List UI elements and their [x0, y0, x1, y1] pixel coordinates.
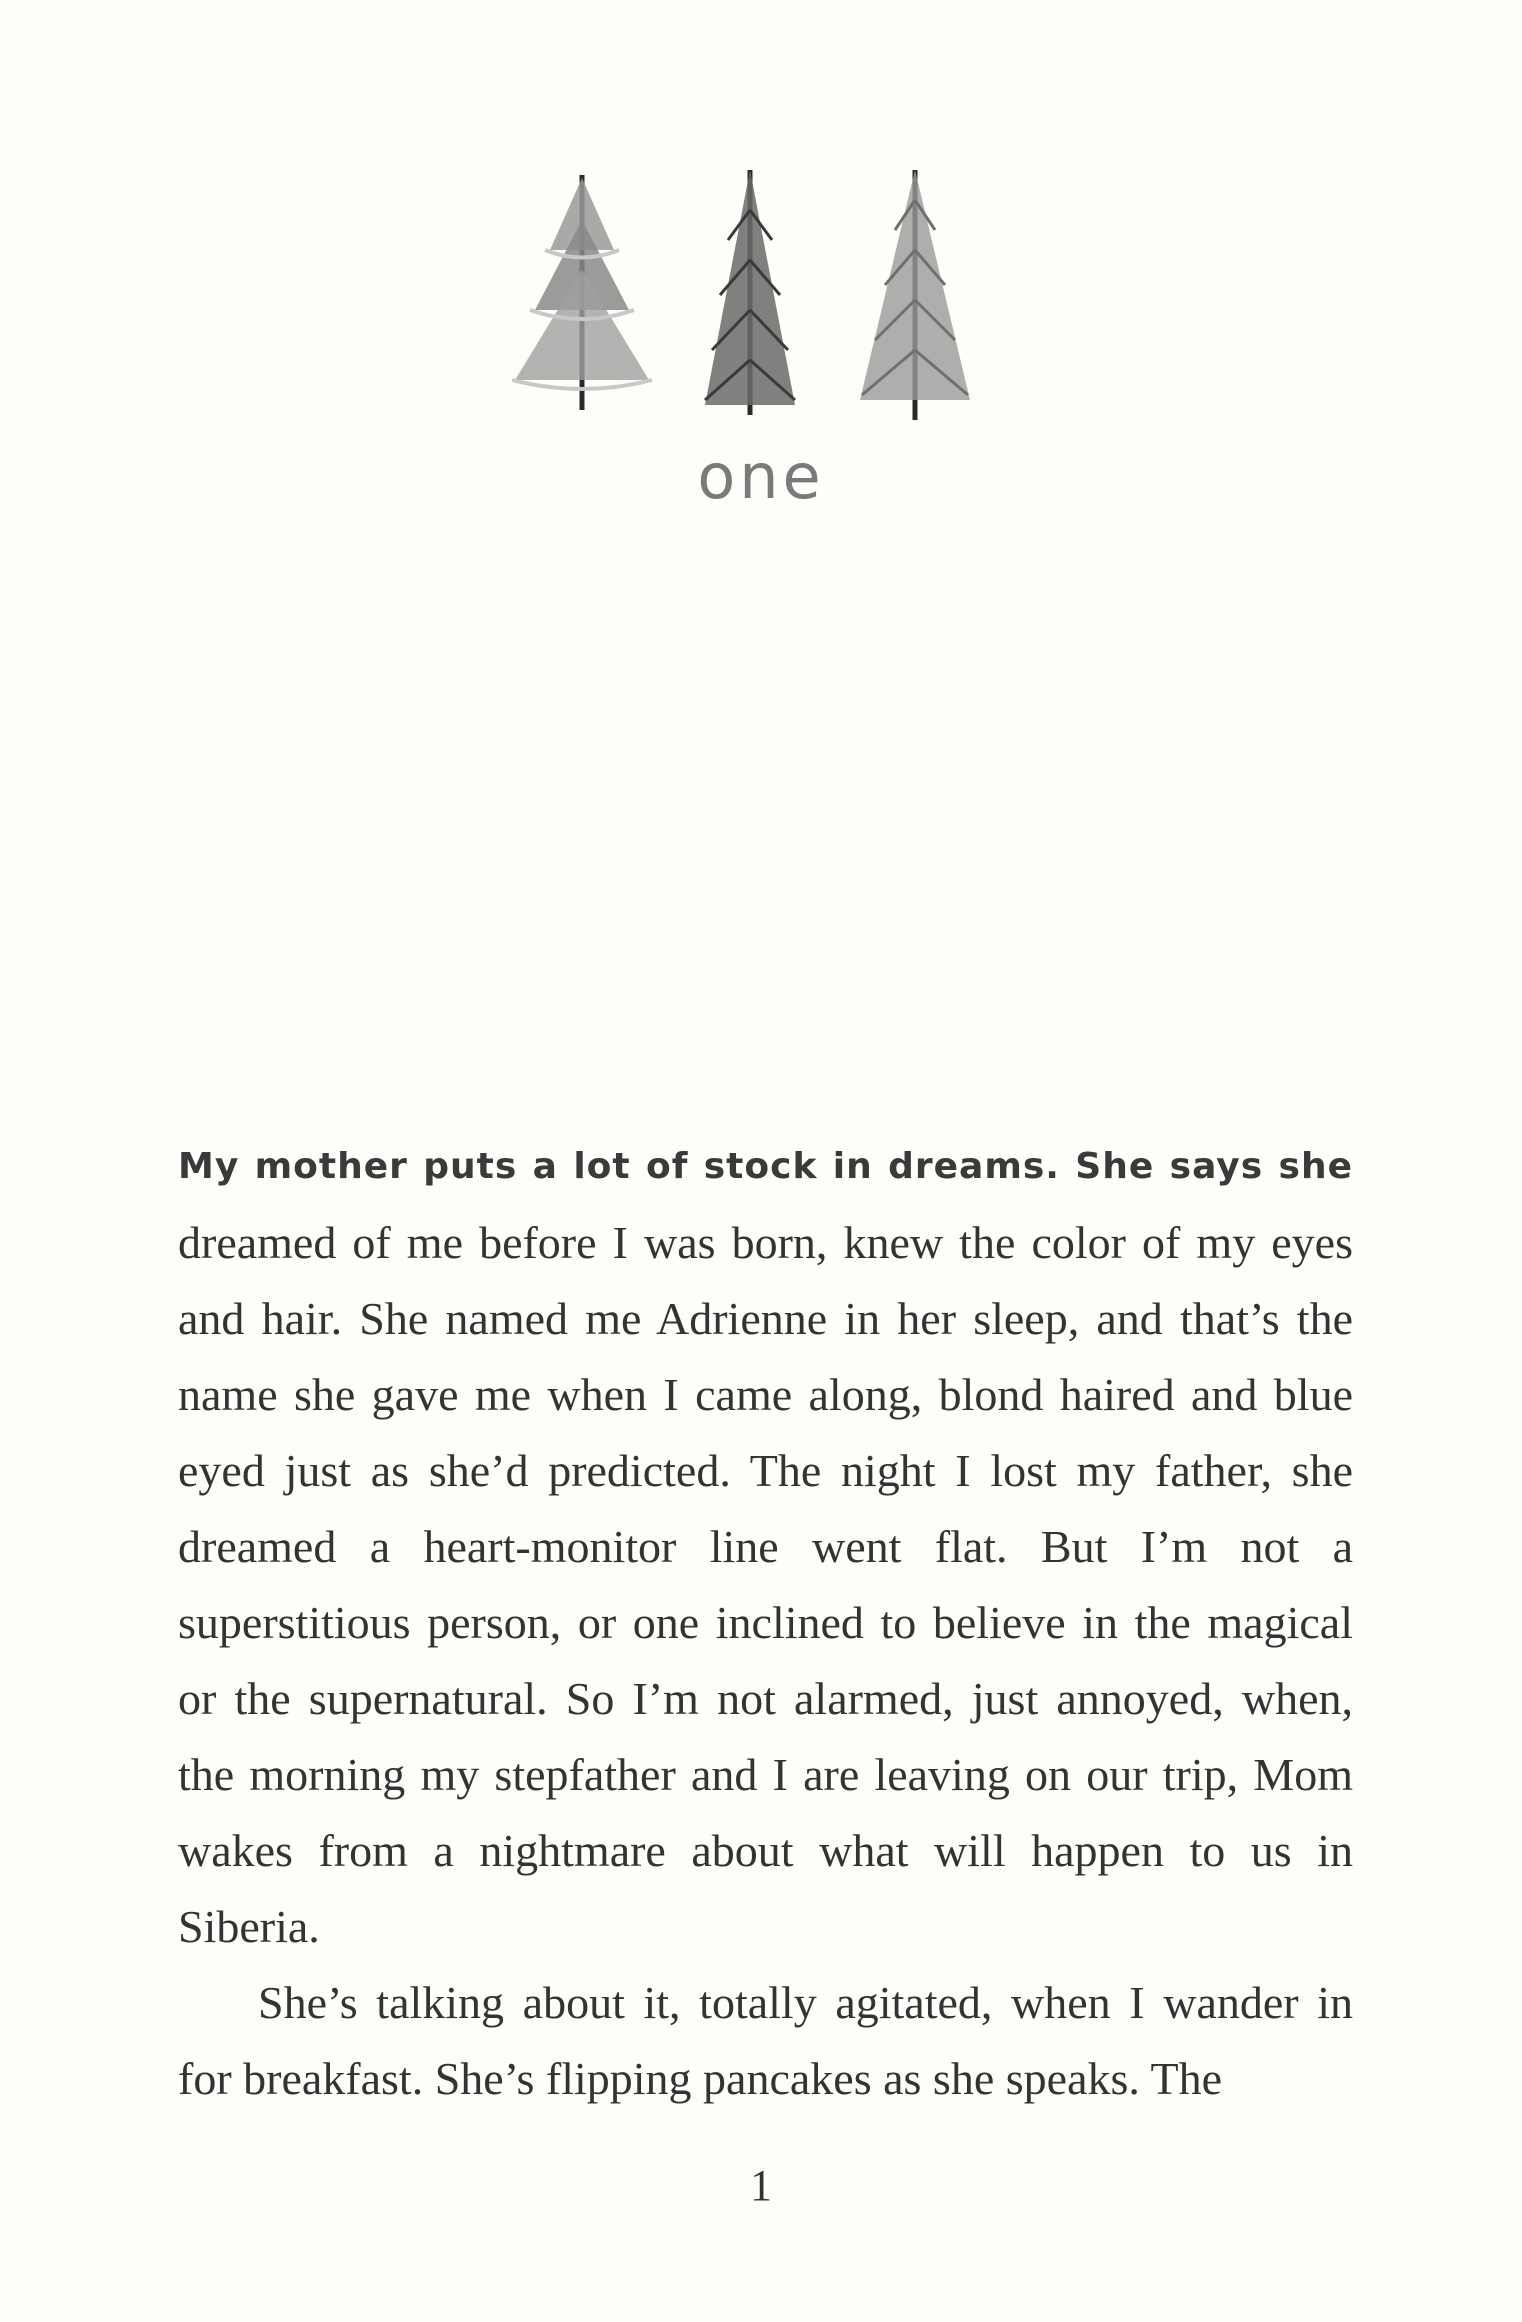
body-text — [178, 1125, 1353, 2117]
paragraph — [178, 1125, 1353, 1965]
pine-trees-illustration — [500, 170, 1000, 430]
lead-in-text: My mother puts a lot of stock in dreams. She says she — [178, 1146, 1353, 1187]
paragraph: She’s talking about it, totally agitated, when I wander in for breakfast. She’s flipping pancakes as she speaks. The — [178, 1977, 1353, 2104]
pine-tree-icon — [512, 175, 652, 410]
page-number: 1 — [750, 2161, 772, 2210]
paragraph-text: dreamed of me before I was born, knew the color of my eyes and hair. She named me Adrienne in her sleep, and that’s the name she gave me when I came along, blond haired and blue eyed just as she’d predicted. The night I lost my father, she dreamed a heart-monitor line went flat. But I’m not a superstitious person, or one inclined to believe in the magical or the supernatural. So I’m not alarmed, just annoyed, when, the morning my stepfather and I are leaving on our trip, Mom wakes from a nightmare about what will happen to us in Siberia. — [178, 1217, 1353, 1952]
pine-tree-icon — [860, 170, 970, 420]
pine-tree-icon — [705, 170, 795, 415]
chapter-title: one — [697, 440, 825, 513]
